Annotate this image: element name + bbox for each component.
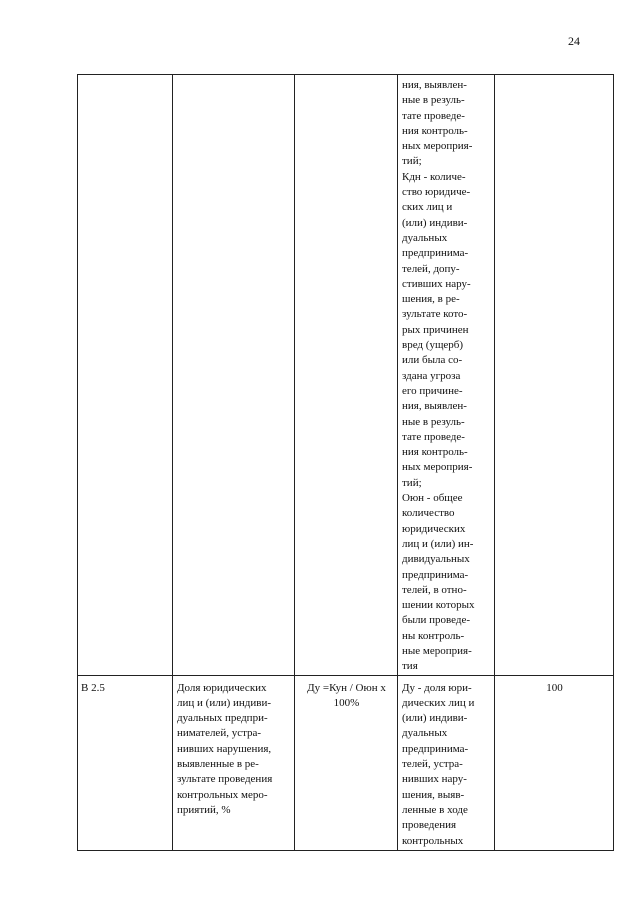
code-cell	[78, 675, 173, 850]
table-row-continued	[78, 75, 614, 676]
value-cell-empty	[495, 75, 614, 676]
description-cell	[398, 675, 495, 850]
description-line: предпринима-	[402, 742, 469, 755]
name-line: дуальных предпри-	[177, 712, 268, 725]
name-line: приятий, %	[177, 803, 231, 816]
formula-line: Ду =Кун / Оюн х	[307, 681, 386, 694]
description-line: телей, в отно-	[402, 583, 467, 596]
description-line: шения, в ре-	[402, 293, 460, 306]
name-line: выявленные в ре-	[177, 758, 259, 771]
description-line: проведения	[402, 819, 457, 832]
description-line: дуальных	[402, 727, 448, 740]
formula-line: 100%	[333, 696, 360, 709]
indicator-description	[398, 676, 494, 849]
description-line: дических лиц и	[402, 696, 475, 709]
indicator-value: 100	[546, 681, 563, 694]
description-line: ных мероприя-	[402, 461, 473, 474]
description-line: вред (ущерб)	[402, 339, 464, 352]
name-line: нимателей, устра-	[177, 727, 262, 740]
name-cell	[173, 675, 295, 850]
description-line: телей, допу-	[402, 262, 460, 275]
description-line: шения, выяв-	[402, 788, 465, 801]
description-line: Оюн - общее	[402, 492, 463, 505]
name-line: нивших нарушения,	[177, 742, 272, 755]
description-line: стивших нару-	[402, 277, 471, 290]
description-line: здана угроза	[402, 369, 461, 382]
description-line: дивидуальных	[402, 553, 470, 566]
description-line: тате проведе-	[402, 109, 465, 122]
description-cell	[398, 75, 495, 676]
description-line: ния контроль-	[402, 446, 468, 459]
description-line: ные в резуль-	[402, 415, 465, 428]
description-line: юридических	[402, 522, 466, 535]
indicator-formula	[295, 676, 397, 712]
description-line: Ду - доля юри-	[402, 681, 472, 694]
code-cell-empty	[78, 75, 173, 676]
description-line: телей, устра-	[402, 758, 463, 771]
name-line: лиц и (или) индиви-	[177, 696, 271, 709]
description-line: Кдн - количе-	[402, 170, 466, 183]
description-line: тате проведе-	[402, 430, 465, 443]
description-line: ленные в ходе	[402, 803, 468, 816]
indicator-code: В 2.5	[81, 681, 105, 694]
description-line: рых причинен	[402, 323, 469, 336]
description-line: были проведе-	[402, 614, 471, 627]
description-line: ны контроль-	[402, 629, 465, 642]
description-line: (или) индиви-	[402, 216, 468, 229]
description-text	[398, 75, 494, 675]
description-line: зультате кото-	[402, 308, 468, 321]
description-line: шении которых	[402, 599, 475, 612]
description-line: количество	[402, 507, 455, 520]
name-line: зультате проведения	[177, 773, 273, 786]
page-number: 24	[568, 34, 580, 48]
table-row-b25	[78, 675, 614, 850]
description-line: или была со-	[402, 354, 463, 367]
description-line: предпринима-	[402, 568, 469, 581]
description-line: ных мероприя-	[402, 140, 473, 153]
description-line: тия	[402, 660, 418, 673]
description-line: контрольных	[402, 834, 464, 847]
description-line: ских лиц и	[402, 201, 453, 214]
description-line: ния контроль-	[402, 124, 468, 137]
description-line: ство юридиче-	[402, 186, 471, 199]
description-line: тий;	[402, 155, 422, 168]
value-cell	[495, 675, 614, 850]
description-line: (или) индиви-	[402, 712, 468, 725]
description-line: ния, выявлен-	[402, 400, 467, 413]
description-line: лиц и (или) ин-	[402, 537, 474, 550]
description-line: его причине-	[402, 384, 463, 397]
description-line: тий;	[402, 476, 422, 489]
description-line: ные мероприя-	[402, 644, 472, 657]
indicator-name	[173, 676, 294, 819]
name-cell-empty	[173, 75, 295, 676]
formula-cell	[295, 675, 398, 850]
description-line: ные в резуль-	[402, 94, 465, 107]
description-line: предпринима-	[402, 247, 469, 260]
indicator-table	[77, 74, 614, 851]
formula-cell-empty	[295, 75, 398, 676]
description-line: ния, выявлен-	[402, 79, 467, 91]
description-line: дуальных	[402, 231, 448, 244]
name-line: контрольных меро-	[177, 788, 268, 801]
name-line: Доля юридических	[177, 681, 267, 694]
description-line: нивших нару-	[402, 773, 467, 786]
